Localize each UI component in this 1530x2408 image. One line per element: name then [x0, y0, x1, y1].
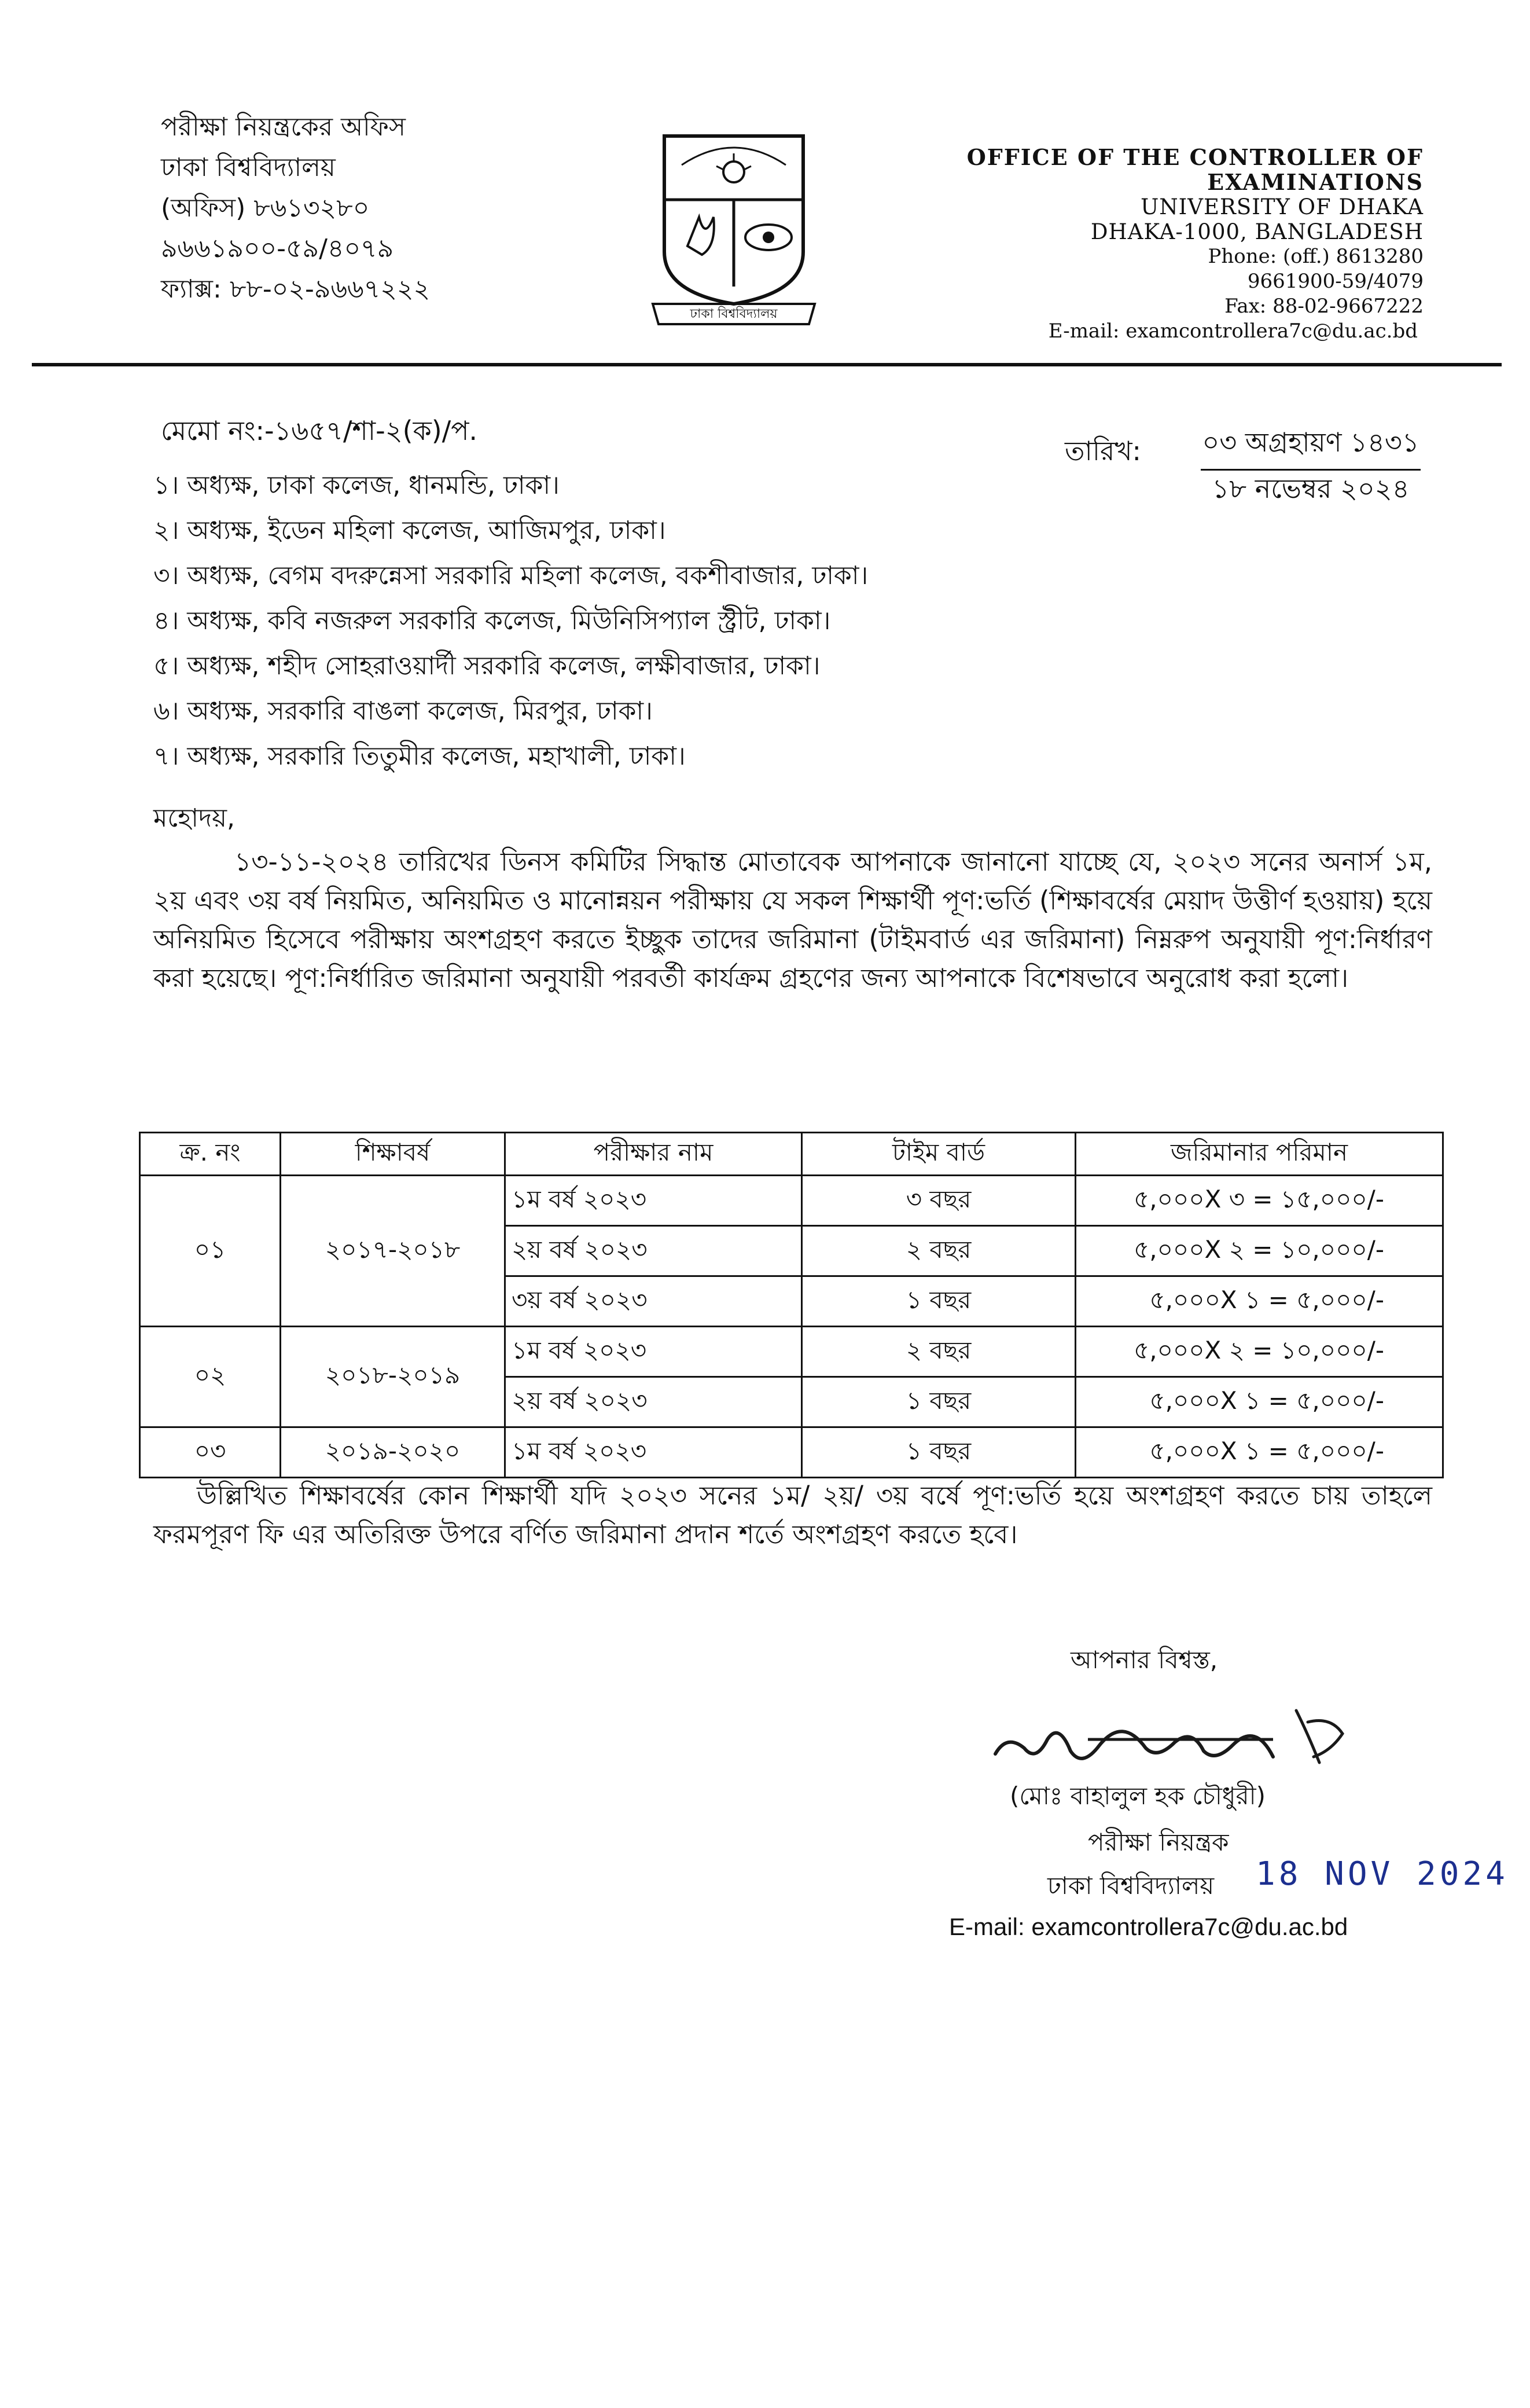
- logo-banner-text: ঢাকা বিশ্ববিদ্যালয়: [690, 307, 778, 321]
- exam-cell: ১ম বর্ষ ২০২৩: [505, 1176, 802, 1226]
- date-english: ১৮ নভেম্বর ২০২৪: [1212, 473, 1410, 504]
- header-phone-2: 9661900-59/4079: [1247, 270, 1424, 293]
- table-row: [140, 1427, 1443, 1478]
- timebar-cell: ৩ বছর: [802, 1176, 1076, 1226]
- header-fax: Fax: 88-02-9667222: [1224, 295, 1424, 318]
- fine-cell: ৫,০০০X ৩ = ১৫,০০০/-: [1076, 1176, 1443, 1226]
- header-bn-line: (অফিস) ৮৬১৩২৮০: [161, 193, 370, 223]
- serial-cell: ০১: [140, 1176, 281, 1327]
- date-stamp: 18 NOV 2024: [1256, 1855, 1509, 1893]
- list-item: ৫। অধ্যক্ষ, শহীদ সোহরাওয়ার্দী সরকারি কলেজ, লক্ষীবাজার, ঢাকা।: [153, 651, 821, 681]
- fine-cell: ৫,০০০X ২ = ১০,০০০/-: [1076, 1327, 1443, 1377]
- col-fine: জরিমানার পরিমান: [1076, 1133, 1443, 1176]
- timebar-cell: ১ বছর: [802, 1377, 1076, 1427]
- table-row: [140, 1176, 1443, 1226]
- col-timebar: টাইম বার্ড: [802, 1133, 1076, 1176]
- signature-image: [984, 1699, 1389, 1780]
- list-item: ৭। অধ্যক্ষ, সরকারি তিতুমীর কলেজ, মহাখালী, ঢাকা।: [153, 742, 686, 771]
- date-bangla: ০৩ অগ্রহায়ণ ১৪৩১: [1201, 423, 1421, 471]
- session-cell: ২০১৮-২০১৯: [281, 1327, 505, 1427]
- header-bn-line: ঢাকা বিশ্ববিদ্যালয়: [161, 153, 336, 182]
- office-title-line2: EXAMINATIONS: [1207, 169, 1424, 195]
- salutation: মহোদয়,: [153, 803, 236, 833]
- office-title-line1: OFFICE OF THE CONTROLLER OF: [966, 144, 1424, 170]
- handwritten-signature-icon: [984, 1699, 1389, 1780]
- signatory-email: E-mail: examcontrollera7c@du.ac.bd: [949, 1913, 1348, 1940]
- timebar-cell: ২ বছর: [802, 1327, 1076, 1377]
- exam-cell: ২য় বর্ষ ২০২৩: [505, 1377, 802, 1427]
- table-row: [140, 1327, 1443, 1377]
- university-logo: [647, 130, 821, 327]
- university-crest-icon: [647, 130, 821, 327]
- exam-cell: ৩য় বর্ষ ২০২৩: [505, 1276, 802, 1327]
- list-item: ২। অধ্যক্ষ, ইডেন মহিলা কলেজ, আজিমপুর, ঢাকা।: [153, 516, 666, 545]
- date-label: তারিখ:: [1065, 435, 1142, 467]
- list-item: ৬। অধ্যক্ষ, সরকারি বাঙলা কলেজ, মিরপুর, ঢাকা।: [153, 696, 653, 726]
- list-item: ৩। অধ্যক্ষ, বেগম বদরুন্নেসা সরকারি মহিলা কলেজ, বকশীবাজার, ঢাকা।: [153, 561, 869, 590]
- signatory-name: (মোঃ বাহালুল হক চৌধুরী): [1010, 1782, 1266, 1810]
- body-text: উল্লিখিত শিক্ষাবর্ষের কোন শিক্ষার্থী যদি ২০২৩ সনের ১ম/ ২য়/ ৩য় বর্ষে পূণ:ভর্তি হয়ে অংশগ্রহণ করতে চায় তাহলে ফরমপূরণ ফি এর অতিরিক্ত উপরে বর্ণিত জরিমানা প্রদান শর্তে অংশগ্রহণ করতে হবে।: [153, 1480, 1432, 1550]
- timebar-cell: ১ বছর: [802, 1276, 1076, 1327]
- serial-cell: ০৩: [140, 1427, 281, 1478]
- exam-cell: ১ম বর্ষ ২০২৩: [505, 1327, 802, 1377]
- header-english-block: [839, 145, 1424, 344]
- header-bn-line: পরীক্ষা নিয়ন্ত্রকের অফিস: [161, 112, 406, 142]
- timebar-cell: ১ বছর: [802, 1427, 1076, 1478]
- table-header-row: [140, 1133, 1443, 1176]
- session-cell: ২০১৯-২০২০: [281, 1427, 505, 1478]
- list-item: ৪। অধ্যক্ষ, কবি নজরুল সরকারি কলেজ, মিউনিসিপ্যাল স্ট্রীট, ঢাকা।: [153, 606, 831, 636]
- fine-table: [139, 1132, 1444, 1478]
- university-address: DHAKA-1000, BANGLADESH: [1090, 219, 1424, 244]
- list-item: ১। অধ্যক্ষ, ঢাকা কলেজ, ধানমন্ডি, ঢাকা।: [153, 471, 560, 500]
- university-name: UNIVERSITY OF DHAKA: [1141, 194, 1424, 219]
- exam-cell: ২য় বর্ষ ২০২৩: [505, 1226, 802, 1276]
- memo-number: মেমো নং:-১৬৫৭/শা-২(ক)/প.: [161, 415, 478, 446]
- signatory-title: পরীক্ষা নিয়ন্ত্রক: [1088, 1828, 1229, 1856]
- body-paragraph-2: [153, 1476, 1432, 1554]
- exam-cell: ১ম বর্ষ ২০২৩: [505, 1427, 802, 1478]
- header-email: E-mail: examcontrollera7c@du.ac.bd: [1048, 320, 1418, 343]
- fine-cell: ৫,০০০X ১ = ৫,০০০/-: [1076, 1276, 1443, 1327]
- fine-cell: ৫,০০০X ২ = ১০,০০০/-: [1076, 1226, 1443, 1276]
- serial-cell: ০২: [140, 1327, 281, 1427]
- signatory-org: ঢাকা বিশ্ববিদ্যালয়: [1047, 1871, 1215, 1900]
- header-bangla-block: [161, 110, 566, 307]
- header-bn-line: ফ্যাক্স: ৮৮-০২-৯৬৬৭২২২: [161, 274, 431, 304]
- header-divider: [32, 363, 1502, 366]
- body-text: ১৩-১১-২০২৪ তারিখের ডিনস কমিটির সিদ্ধান্ত মোতাবেক আপনাকে জানানো যাচ্ছে যে, ২০২৩ সনের অনার্স ১ম, ২য় এবং ৩য় বর্ষ নিয়মিত, অনিয়মিত ও মানোন্নয়ন পরীক্ষায় যে সকল শিক্ষার্থী পূণ:ভর্তি (শিক্ষাবর্ষের মেয়াদ উত্তীর্ণ হওয়ায়) হয়ে অনিয়মিত হিসেবে পরীক্ষায় অংশগ্রহণ করতে ইচ্ছুক তাদের জরিমানা (টাইমবার্ড এর জরিমানা) নিম্নরুপ অনুযায়ী পূণ:নির্ধারণ করা হয়েছে। পূণ:নির্ধারিত জরিমানা অনুযায়ী পরবর্তী কার্যক্রম গ্রহণের জন্য আপনাকে বিশেষভাবে অনুরোধ করা হলো।: [153, 846, 1432, 993]
- closing-yours: আপনার বিশ্বস্ত,: [1071, 1646, 1218, 1674]
- header-bn-line: ৯৬৬১৯০০-৫৯/৪০৭৯: [161, 234, 394, 263]
- fine-cell: ৫,০০০X ১ = ৫,০০০/-: [1076, 1377, 1443, 1427]
- session-cell: ২০১৭-২০১৮: [281, 1176, 505, 1327]
- fine-cell: ৫,০০০X ১ = ৫,০০০/-: [1076, 1427, 1443, 1478]
- recipient-list: [153, 463, 868, 779]
- body-paragraph-1: [153, 842, 1432, 997]
- header-phone: Phone: (off.) 8613280: [1208, 245, 1424, 268]
- col-exam: পরীক্ষার নাম: [505, 1133, 802, 1176]
- col-serial: ক্র. নং: [140, 1133, 281, 1176]
- col-session: শিক্ষাবর্ষ: [281, 1133, 505, 1176]
- timebar-cell: ২ বছর: [802, 1226, 1076, 1276]
